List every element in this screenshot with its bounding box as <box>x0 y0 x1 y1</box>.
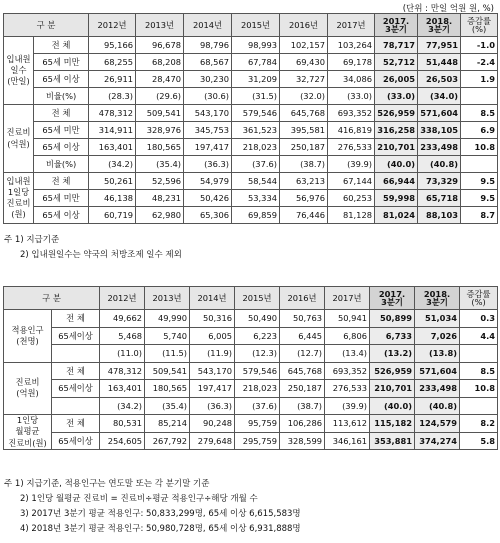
column-header: 2012년 <box>89 14 136 37</box>
table-cell: (28.3) <box>89 88 136 105</box>
table-cell: (39.9) <box>328 156 375 173</box>
table-cell <box>461 156 498 173</box>
table-cell: (13.2) <box>370 345 415 363</box>
table-cell: 58,544 <box>232 173 280 190</box>
table-cell: 250,187 <box>280 380 325 398</box>
table-cell: 51,034 <box>415 310 460 328</box>
table-cell: 314,911 <box>89 122 136 139</box>
table-cell: 645,768 <box>280 105 328 122</box>
table-row <box>4 397 498 415</box>
table-cell: 52,596 <box>136 173 184 190</box>
table-cell: 4.4 <box>460 327 498 345</box>
table-cell: 6,223 <box>235 327 280 345</box>
table-cell: 88,103 <box>418 207 461 224</box>
table-cell: (37.6) <box>232 156 280 173</box>
table-cell: (35.4) <box>145 397 190 415</box>
table-cell: 250,187 <box>280 139 328 156</box>
table-cell: 416,819 <box>328 122 375 139</box>
table-cell: 328,599 <box>280 432 325 450</box>
table-cell: (36.3) <box>190 397 235 415</box>
table-cell: 46,138 <box>89 190 136 207</box>
note: 2) 입내원일수는 약국의 처방조제 일수 제외 <box>20 250 182 260</box>
table-row <box>4 54 498 71</box>
table-cell: 571,604 <box>415 362 460 380</box>
table-cell: 276,533 <box>325 380 370 398</box>
table-cell: 78,717 <box>375 37 418 54</box>
row-label: 65세 미만 <box>34 122 89 139</box>
table-cell: 5,740 <box>145 327 190 345</box>
row-group-label: 진료비 (억원) <box>4 362 52 415</box>
table-cell: (40.0) <box>370 397 415 415</box>
table-cell: 374,274 <box>415 432 460 450</box>
table-cell: 32,727 <box>280 71 328 88</box>
table-cell: 233,498 <box>418 139 461 156</box>
table-cell: 509,541 <box>145 362 190 380</box>
table-cell: 69,430 <box>280 54 328 71</box>
table-row <box>4 122 498 139</box>
note: 3) 2017년 3분기 평균 적용인구: 50,833,299명, 65세 이상 6,615,583명 <box>20 509 301 519</box>
table-cell: 66,944 <box>375 173 418 190</box>
row-label: 비율(%) <box>34 156 89 173</box>
unit-label: (단위 : 만일 억원 원, %) <box>402 4 494 14</box>
table-cell: 8.5 <box>461 105 498 122</box>
table-cell: (40.8) <box>415 397 460 415</box>
table-cell: 338,105 <box>418 122 461 139</box>
table-cell: 8.7 <box>461 207 498 224</box>
table-cell: (40.0) <box>375 156 418 173</box>
table-cell: 68,208 <box>136 54 184 71</box>
table-cell: 50,899 <box>370 310 415 328</box>
table-cell: 59,998 <box>375 190 418 207</box>
table-cell: 543,170 <box>190 362 235 380</box>
row-group-label: 적용인구 (천명) <box>4 310 52 363</box>
table-row <box>4 362 498 380</box>
table-cell: 30,230 <box>184 71 232 88</box>
note: 주 1) 지급기준, 적용인구는 연도말 또는 각 분기말 기준 <box>4 479 210 489</box>
table-cell: (13.4) <box>325 345 370 363</box>
table-cell: 65,718 <box>418 190 461 207</box>
table-cell: 197,417 <box>184 139 232 156</box>
table-cell: 81,128 <box>328 207 375 224</box>
row-label: 65세 이상 <box>34 139 89 156</box>
table-row <box>4 88 498 105</box>
table-cell: 328,976 <box>136 122 184 139</box>
row-label <box>52 345 100 363</box>
column-header: 2013년 <box>145 287 190 310</box>
table-cell <box>460 397 498 415</box>
table-cell: 80,531 <box>100 415 145 433</box>
table-cell: 163,401 <box>89 139 136 156</box>
table-cell: 76,446 <box>280 207 328 224</box>
table-cell: 63,213 <box>280 173 328 190</box>
table-cell: 478,312 <box>89 105 136 122</box>
table-row <box>4 105 498 122</box>
row-label: 전 체 <box>34 105 89 122</box>
row-label: 65세 미만 <box>34 190 89 207</box>
table-cell: 51,448 <box>418 54 461 71</box>
notes-table1 <box>4 236 182 266</box>
table-cell: (38.7) <box>280 397 325 415</box>
table-cell: 90,248 <box>190 415 235 433</box>
table-cell: (34.2) <box>100 397 145 415</box>
table-cell: 54,979 <box>184 173 232 190</box>
table-cell: 6,806 <box>325 327 370 345</box>
row-label: 65세 이상 <box>34 207 89 224</box>
row-group-label: 진료비 (억원) <box>4 105 34 173</box>
table-cell: 5,468 <box>100 327 145 345</box>
table-cell: 48,231 <box>136 190 184 207</box>
table-cell: 279,648 <box>190 432 235 450</box>
row-label: 65세이상 <box>52 432 100 450</box>
table-cell: 210,701 <box>375 139 418 156</box>
table-cell: 197,417 <box>190 380 235 398</box>
table-cell: (12.3) <box>235 345 280 363</box>
table-cell: 26,911 <box>89 71 136 88</box>
table-cell: 180,565 <box>136 139 184 156</box>
table-cell: 98,993 <box>232 37 280 54</box>
table-row <box>4 173 498 190</box>
table-cell: 8.5 <box>460 362 498 380</box>
table-cell: 81,024 <box>375 207 418 224</box>
table-cell: 1.9 <box>461 71 498 88</box>
table-cell: 693,352 <box>328 105 375 122</box>
table-cell: 50,763 <box>280 310 325 328</box>
table-cell: 526,959 <box>375 105 418 122</box>
table-cell: -1.0 <box>461 37 498 54</box>
table-cell: 276,533 <box>328 139 375 156</box>
table-cell: 218,023 <box>235 380 280 398</box>
table-cell: (38.7) <box>280 156 328 173</box>
table-cell: (39.9) <box>325 397 370 415</box>
table-cell: -2.4 <box>461 54 498 71</box>
table-cell: 50,316 <box>190 310 235 328</box>
row-label: 65세이상 <box>52 380 100 398</box>
table-cell: 62,980 <box>136 207 184 224</box>
column-header: 2015년 <box>232 14 280 37</box>
table-cell: 69,178 <box>328 54 375 71</box>
row-label: 비율(%) <box>34 88 89 105</box>
table-cell: 509,541 <box>136 105 184 122</box>
table-cell: 60,253 <box>328 190 375 207</box>
table-cell: 67,144 <box>328 173 375 190</box>
table-cell: 124,579 <box>415 415 460 433</box>
column-header: 2017년 <box>328 14 375 37</box>
column-header: 2018. 3분기 <box>415 287 460 310</box>
table-cell: 102,157 <box>280 37 328 54</box>
column-header: 구 분 <box>4 14 89 37</box>
notes-table2 <box>4 480 301 540</box>
table-row <box>4 156 498 173</box>
table-cell: 95,166 <box>89 37 136 54</box>
row-label: 65세이상 <box>52 327 100 345</box>
table-row <box>4 345 498 363</box>
table-cell: 316,258 <box>375 122 418 139</box>
table-cell: 361,523 <box>232 122 280 139</box>
row-label: 65세 이상 <box>34 71 89 88</box>
table-cell: 218,023 <box>232 139 280 156</box>
row-label: 전 체 <box>34 37 89 54</box>
table-row <box>4 380 498 398</box>
table-cell: 543,170 <box>184 105 232 122</box>
table-cell: 28,470 <box>136 71 184 88</box>
table-row <box>4 37 498 54</box>
table-cell: 180,565 <box>145 380 190 398</box>
table-cell: 49,662 <box>100 310 145 328</box>
table-cell: (13.8) <box>415 345 460 363</box>
table-cell <box>460 345 498 363</box>
table-cell: (32.0) <box>280 88 328 105</box>
table-population-cost <box>3 286 498 450</box>
table-cell: 163,401 <box>100 380 145 398</box>
table-row <box>4 432 498 450</box>
column-header: 구 분 <box>4 287 100 310</box>
table-cell: 68,255 <box>89 54 136 71</box>
table-cell: (11.0) <box>100 345 145 363</box>
table-cell: 7,026 <box>415 327 460 345</box>
table-cell: 579,546 <box>232 105 280 122</box>
table-cell: 50,490 <box>235 310 280 328</box>
table-cell: 6,445 <box>280 327 325 345</box>
column-header: 2013년 <box>136 14 184 37</box>
table-cell: 645,768 <box>280 362 325 380</box>
table-cell: 267,792 <box>145 432 190 450</box>
table-cell: 295,759 <box>235 432 280 450</box>
table-cell: 10.8 <box>461 139 498 156</box>
table-insurance-days-cost <box>3 13 498 224</box>
table-header-row <box>4 287 498 310</box>
table-cell: 6,733 <box>370 327 415 345</box>
table-cell: 68,567 <box>184 54 232 71</box>
column-header: 2016년 <box>280 14 328 37</box>
column-header: 2014년 <box>184 14 232 37</box>
table-cell: (12.7) <box>280 345 325 363</box>
row-label: 전 체 <box>52 415 100 433</box>
table-cell: 571,604 <box>418 105 461 122</box>
table-cell: 5.8 <box>460 432 498 450</box>
note: 4) 2018년 3분기 평균 적용인구: 50,980,728명, 65세 이상 6,931,888명 <box>20 524 301 534</box>
table-row <box>4 415 498 433</box>
table-cell: 95,759 <box>235 415 280 433</box>
row-group-label: 입내원 일수 (만일) <box>4 37 34 105</box>
table-cell: 233,498 <box>415 380 460 398</box>
table-cell: (36.3) <box>184 156 232 173</box>
table-cell: (11.9) <box>190 345 235 363</box>
table-cell: 113,612 <box>325 415 370 433</box>
table-cell: 395,581 <box>280 122 328 139</box>
table-cell: 56,976 <box>280 190 328 207</box>
row-label <box>52 397 100 415</box>
table-row <box>4 310 498 328</box>
column-header: 2017. 3분기 <box>370 287 415 310</box>
table-cell: 50,426 <box>184 190 232 207</box>
table-cell: (11.5) <box>145 345 190 363</box>
table-cell: 77,951 <box>418 37 461 54</box>
table-cell: 6.9 <box>461 122 498 139</box>
column-header: 2014년 <box>190 287 235 310</box>
table-cell: 10.8 <box>460 380 498 398</box>
table-cell: 85,214 <box>145 415 190 433</box>
table-cell: 254,605 <box>100 432 145 450</box>
note: 주 1) 지급기준 <box>4 235 60 245</box>
table-cell: 526,959 <box>370 362 415 380</box>
table-cell: 210,701 <box>370 380 415 398</box>
table-cell: (30.6) <box>184 88 232 105</box>
table-cell: 31,209 <box>232 71 280 88</box>
table-cell: 0.3 <box>460 310 498 328</box>
column-header: 2016년 <box>280 287 325 310</box>
table-cell: 53,334 <box>232 190 280 207</box>
table-cell: 478,312 <box>100 362 145 380</box>
table-cell: 26,005 <box>375 71 418 88</box>
table-cell: 345,753 <box>184 122 232 139</box>
table-row <box>4 71 498 88</box>
table-row <box>4 190 498 207</box>
table-cell: (34.2) <box>89 156 136 173</box>
table-cell: 353,881 <box>370 432 415 450</box>
table-cell: 49,990 <box>145 310 190 328</box>
table-cell: (29.6) <box>136 88 184 105</box>
table-row <box>4 139 498 156</box>
column-header: 2018. 3분기 <box>418 14 461 37</box>
table-cell: 52,712 <box>375 54 418 71</box>
table-cell: 65,306 <box>184 207 232 224</box>
table-cell: 6,005 <box>190 327 235 345</box>
table-cell: 115,182 <box>370 415 415 433</box>
table-cell: 50,941 <box>325 310 370 328</box>
column-header: 2012년 <box>100 287 145 310</box>
table-cell: 9.5 <box>461 173 498 190</box>
table-cell: 96,678 <box>136 37 184 54</box>
table-cell: 8.2 <box>460 415 498 433</box>
table-cell: 73,329 <box>418 173 461 190</box>
table-cell: 60,719 <box>89 207 136 224</box>
row-label: 전 체 <box>52 362 100 380</box>
table-cell: 103,264 <box>328 37 375 54</box>
table-cell: 693,352 <box>325 362 370 380</box>
row-group-label: 1인당 월평균 진료비(원) <box>4 415 52 450</box>
table-cell: 26,503 <box>418 71 461 88</box>
table-cell: 9.5 <box>461 190 498 207</box>
table-cell: (33.0) <box>328 88 375 105</box>
column-header: 증감률 (%) <box>461 14 498 37</box>
note: 2) 1인당 월평균 진료비 = 진료비÷평균 적용인구÷해당 개월 수 <box>20 494 258 504</box>
table-cell: 346,161 <box>325 432 370 450</box>
table-cell: 98,796 <box>184 37 232 54</box>
table-cell: (33.0) <box>375 88 418 105</box>
table-cell: (31.5) <box>232 88 280 105</box>
table-cell: 579,546 <box>235 362 280 380</box>
table-row <box>4 327 498 345</box>
row-label: 전 체 <box>34 173 89 190</box>
table-cell: (37.6) <box>235 397 280 415</box>
column-header: 2017. 3분기 <box>375 14 418 37</box>
table-header-row <box>4 14 498 37</box>
row-label: 65세 미만 <box>34 54 89 71</box>
column-header: 2017년 <box>325 287 370 310</box>
table-cell: 34,086 <box>328 71 375 88</box>
table-cell: 50,261 <box>89 173 136 190</box>
table-cell: (35.4) <box>136 156 184 173</box>
table-cell: 69,859 <box>232 207 280 224</box>
column-header: 2015년 <box>235 287 280 310</box>
table-cell <box>461 88 498 105</box>
table-cell: (40.8) <box>418 156 461 173</box>
row-label: 전 체 <box>52 310 100 328</box>
row-group-label: 입내원 1일당 진료비 (원) <box>4 173 34 224</box>
table-cell: 106,286 <box>280 415 325 433</box>
table-cell: (34.0) <box>418 88 461 105</box>
table-row <box>4 207 498 224</box>
table-cell: 67,784 <box>232 54 280 71</box>
column-header: 증감률 (%) <box>460 287 498 310</box>
